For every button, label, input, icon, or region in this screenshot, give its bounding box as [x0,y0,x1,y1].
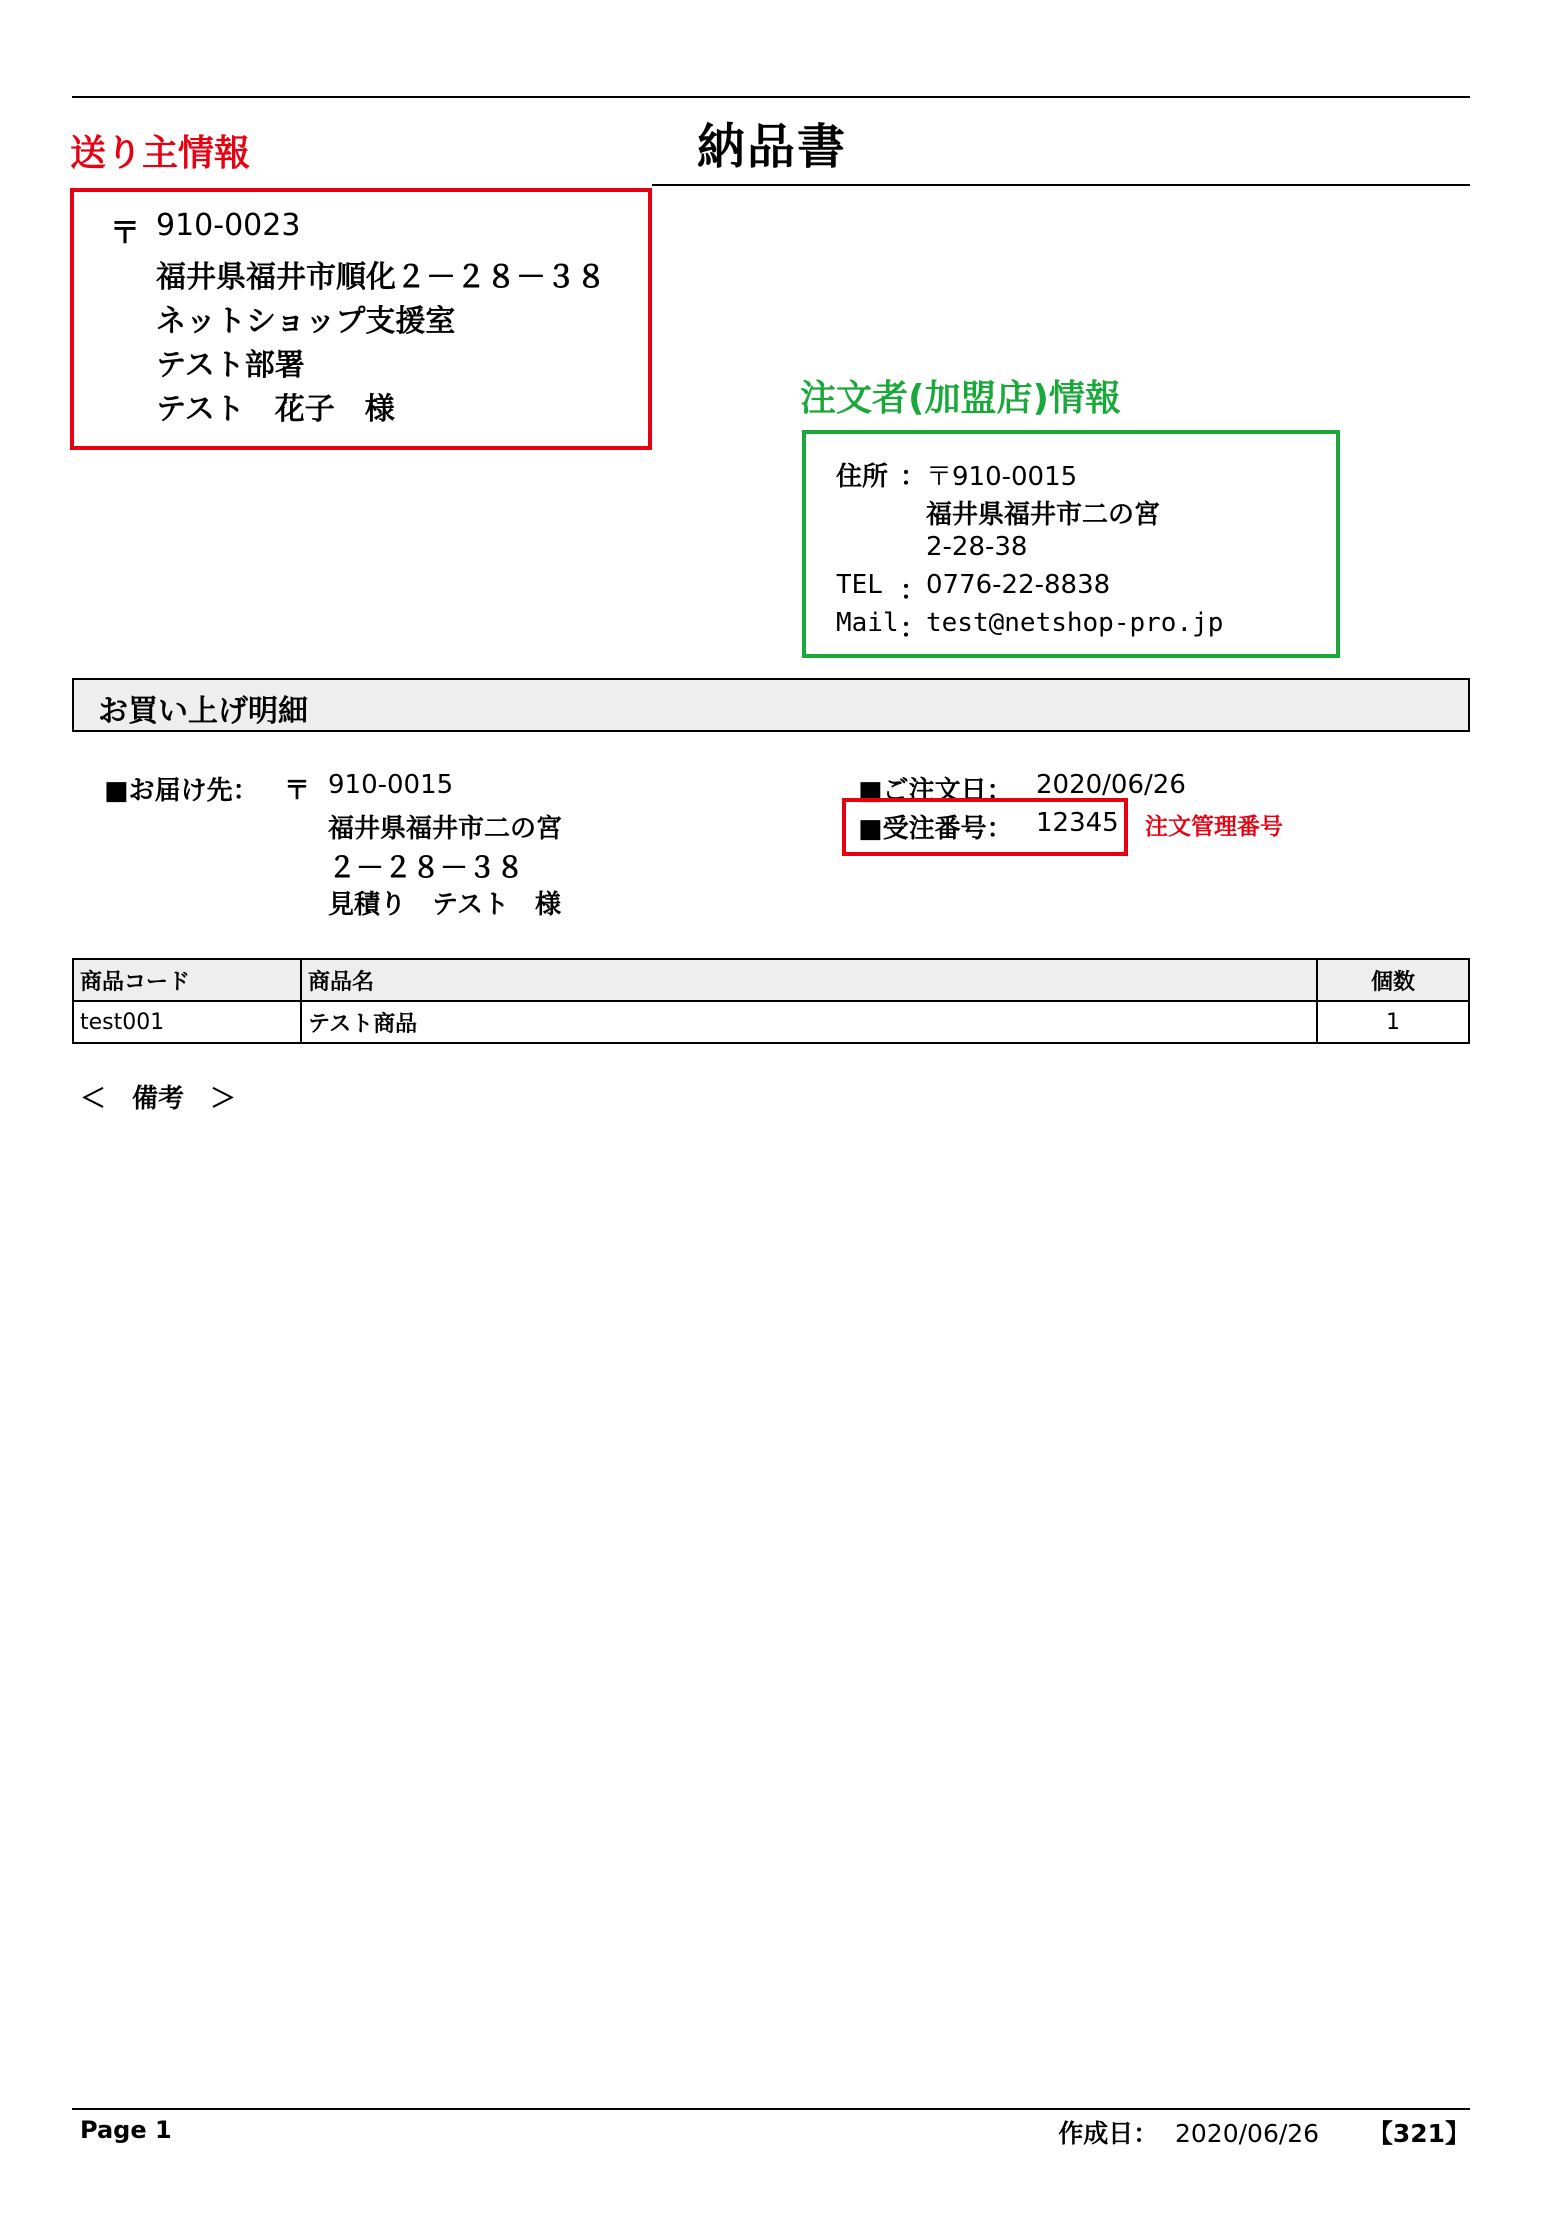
top-rule [72,96,1470,98]
sender-section-label: 送り主情報 [70,133,251,174]
ship-postal-mark-icon: 〒 [284,776,311,806]
orderer-mail: test@netshop-pro.jp [926,608,1224,638]
column-header-qty: 個数 [1317,959,1469,1001]
orderer-info-box [802,430,1340,658]
postal-mark-icon: 〒 [110,216,140,251]
ship-name: 見積り テスト 様 [328,890,561,920]
title-underline-rule [652,184,1470,186]
purchase-details-header [72,678,1470,732]
order-date: 2020/06/26 [1036,770,1186,800]
ship-postal-code: 910-0015 [328,770,454,800]
item-code-cell: test001 [73,1001,301,1043]
orderer-separator: ： [900,614,927,644]
ship-to-label: ■お届け先： [104,776,259,806]
orderer-mail-label: Mail [836,608,899,638]
sender-name: テスト 花子 様 [156,392,395,427]
order-number: 12345 [1036,808,1119,838]
orderer-address-line1: 福井県福井市二の宮 [926,500,1161,530]
sender-info-box [70,188,652,450]
orderer-separator: ： [900,462,927,492]
orderer-address-line2: 2-28-38 [926,532,1028,562]
table-row [73,1001,1469,1043]
sender-company: ネットショップ支援室 [156,304,456,339]
orderer-postal: 〒910-0015 [926,462,1078,492]
orderer-separator: ： [900,576,927,606]
table-header-row [73,959,1469,1001]
created-date-label: 作成日： [1058,2119,1159,2148]
footer-rule [72,2108,1470,2110]
item-name-cell: テスト商品 [301,1001,1317,1043]
orderer-section-label: 注文者(加盟店)情報 [800,378,1121,419]
orderer-tel-label: TEL [836,570,883,600]
footer-created-info [1058,2114,1470,2150]
purchase-details-title: お買い上げ明細 [98,694,308,729]
order-management-number-annotation: 注文管理番号 [1145,814,1283,840]
items-table [72,958,1470,1044]
orderer-address-label: 住所 [836,462,889,492]
orderer-tel: 0776-22-8838 [926,570,1111,600]
created-date: 2020/06/26 [1175,2119,1320,2148]
ship-address-line1: 福井県福井市二の宮 [328,814,563,844]
remarks-label: ＜ 備考 ＞ [80,1084,237,1114]
column-header-code: 商品コード [73,959,301,1001]
column-header-name: 商品名 [301,959,1317,1001]
item-qty-cell: 1 [1317,1001,1469,1043]
document-title: 納品書 [696,119,847,175]
sender-postal-code: 910-0023 [156,208,301,243]
ship-address-line2: ２－２８－３８ [328,851,525,884]
sender-address: 福井県福井市順化２－２８－３８ [156,260,606,295]
order-number-label: ■受注番号： [858,814,1013,844]
document-number: 【321】 [1367,2119,1470,2148]
sender-department: テスト部署 [156,348,305,383]
page-number: Page 1 [80,2116,172,2144]
order-date-label: ■ご注文日： [858,776,1013,806]
